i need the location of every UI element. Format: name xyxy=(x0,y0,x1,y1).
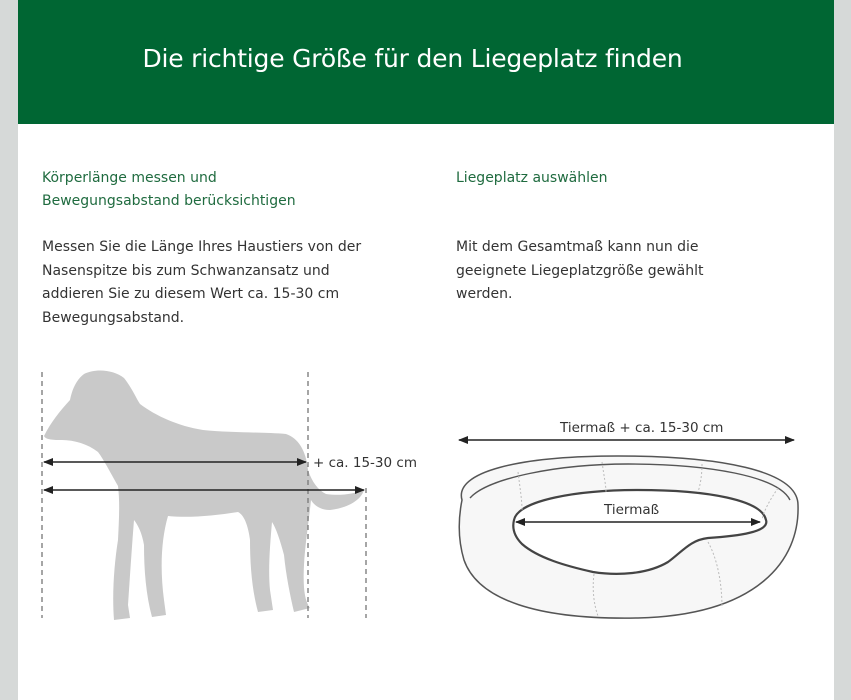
page-title: Die richtige Größe für den Liegeplatz finden xyxy=(142,44,683,73)
inner-measure-label: Tiermaß xyxy=(604,502,660,518)
diagrams xyxy=(18,0,834,700)
left-body-line-1: Messen Sie die Länge Ihres Haustiers von der xyxy=(42,239,362,255)
left-body-line-3: addieren Sie zu diesem Wert ca. 15-30 cm xyxy=(42,286,340,302)
left-heading-line-2: Bewegungsabstand berücksichtigen xyxy=(42,193,296,209)
dog-silhouette xyxy=(44,371,364,620)
page xyxy=(18,0,834,700)
outer-measure-label: Tiermaß + ca. 15-30 cm xyxy=(560,420,724,436)
right-heading: Liegeplatz auswählen xyxy=(456,170,608,186)
right-body-line-3: werden. xyxy=(456,286,513,302)
right-body-line-1: Mit dem Gesamtmaß kann nun die xyxy=(456,239,699,255)
left-body-line-4: Bewegungsabstand. xyxy=(42,309,185,326)
left-heading-line-1: Körperlänge messen und xyxy=(42,170,217,186)
dog-diagram xyxy=(42,371,417,620)
left-body-line-2: Nasenspitze bis zum Schwanzansatz und xyxy=(42,262,330,279)
bed-diagram xyxy=(459,420,798,618)
extra-distance-label: + ca. 15-30 cm xyxy=(313,455,417,471)
right-body-line-2: geeignete Liegeplatzgröße gewählt xyxy=(456,262,704,279)
